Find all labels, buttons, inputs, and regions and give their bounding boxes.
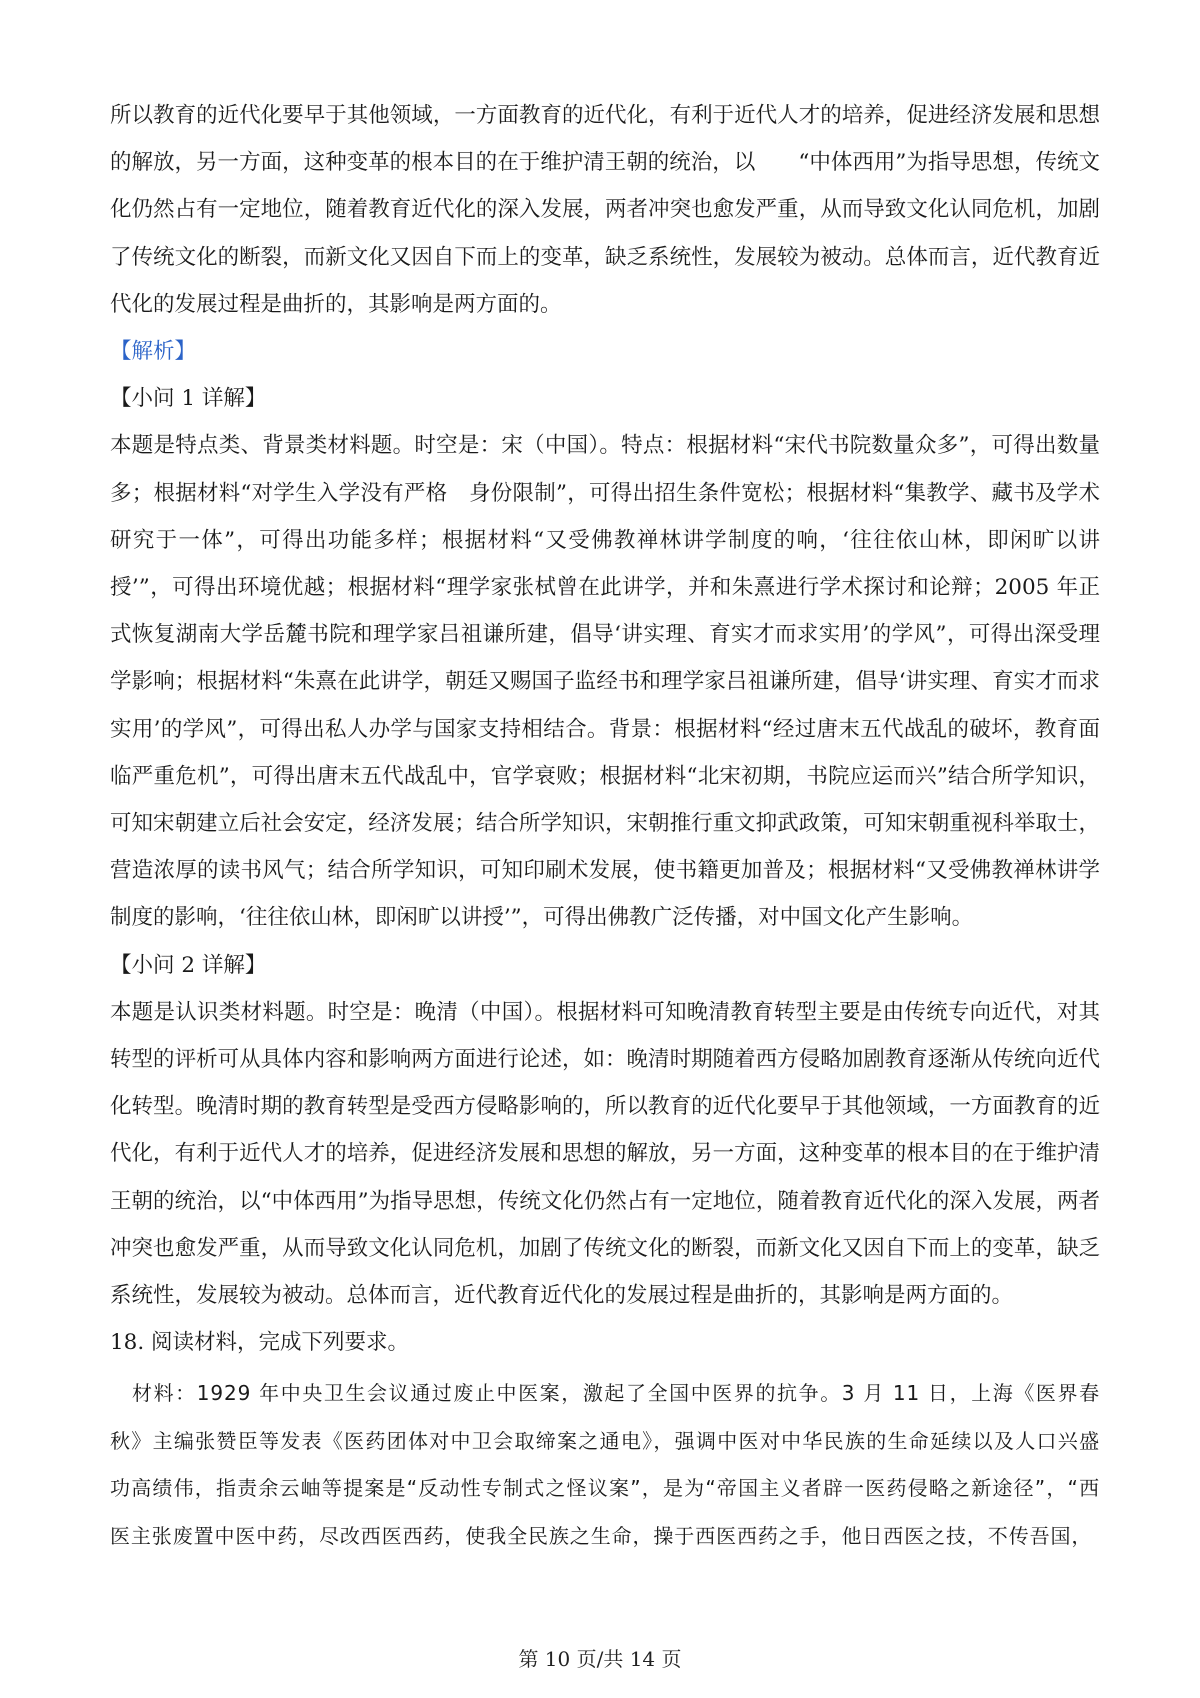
question-18-material: 材料：1929 年中央卫生会议通过废止中医案，激起了全国中医界的抗争。3 月 11 日，上海《医界春秋》主编张赞臣等发表《医药团体对中卫会取缔案之通电》，强调中医对中华民族的生命延续以及人口兴盛功高绩伟，指责余云岫等提案是“反动性专制式之怪议案”，是为“帝国主义者辟一医药侵略之新途径”，“西医主张废置中医中药，尽改西医西药，使我全民族之生命，操于西医西药之手，他日西医之技，不传吾国，: [110, 1381, 1100, 1548]
subquestion-1-explanation: 本题是特点类、背景类材料题。时空是：宋（中国）。特点：根据材料“宋代书院数量众多”，可得出数量多；根据材料“对学生入学没有严格 身份限制”，可得出招生条件宽松；根据材料“集教学、藏书及学术研究于一体”，可得出功能多样；根据材料“又受佛教禅林讲学制度的响，‘往往依山林，即闲旷以讲授’”，可得出环境优越；根据材料“理学家张栻曾在此讲学，并和朱熹进行学术探讨和论辩；2005 年正式恢复湖南大学岳麓书院和理学家吕祖谦所建，倡导‘讲实理、育实才而求实用’的学风”，可得出深受理学影响；根据材料“朱熹在此讲学，朝廷又赐国子监经书和理学家吕祖谦所建，倡导‘讲实理、育实才而求实用’的学风”，可得出私人办学与国家支持相结合。背景：根据材料“经过唐末五代战乱的破坏，教育面临严重危机”，可得出唐末五代战乱中，官学衰败；根据材料“北宋初期，书院应运而兴”结合所学知识，可知宋朝建立后社会安定，经济发展；结合所学知识，宋朝推行重文抑武政策，可知宋朝重视科举取士，营造浓厚的读书风气；结合所学知识，可知印刷术发展，使书籍更加普及；根据材料“又受佛教禅林讲学制度的影响，‘往往依山林，即闲旷以讲授’”，可得出佛教广泛传播，对中国文化产生影响。: [110, 433, 1100, 931]
answer-continuation-paragraph: 所以教育的近代化要早于其他领域，一方面教育的近代化，有利于近代人才的培养，促进经济发展和思想的解放，另一方面，这种变革的根本目的在于维护清王朝的统治，以 “中体西用”为指导思想，传统文化仍然占有一定地位，随着教育近代化的深入发展，两者冲突也愈发严重，从而导致文化认同危机，加剧了传统文化的断裂，而新文化又因自下而上的变革，缺乏系统性，发展较为被动。总体而言，近代教育近代化的发展过程是曲折的，其影响是两方面的。: [110, 103, 1100, 317]
subquestion-2-explanation: 本题是认识类材料题。时空是：晚清（中国）。根据材料可知晚清教育转型主要是由传统专向近代，对其转型的评析可从具体内容和影响两方面进行论述，如：晚清时期随着西方侵略加剧教育逐渐从传统向近代化转型。晚清时期的教育转型是受西方侵略影响的，所以教育的近代化要早于其他领域，一方面教育的近代化，有利于近代人才的培养，促进经济发展和思想的解放，另一方面，这种变革的根本目的在于维护清王朝的统治，以“中体西用”为指导思想，传统文化仍然占有一定地位，随着教育近代化的深入发展，两者冲突也愈发严重，从而导致文化认同危机，加剧了传统文化的断裂，而新文化又因自下而上的变革，缺乏系统性，发展较为被动。总体而言，近代教育近代化的发展过程是曲折的，其影响是两方面的。: [110, 999, 1100, 1309]
page-footer: 第 10 页/共 14 页: [518, 1647, 682, 1671]
document-page: [110, 92, 1100, 1560]
analysis-label: 【解析】: [110, 339, 197, 365]
subquestion-2-label: 【小问 2 详解】: [110, 952, 267, 978]
question-18-title: 18. 阅读材料，完成下列要求。: [110, 1330, 410, 1356]
subquestion-1-label: 【小问 1 详解】: [110, 386, 267, 412]
